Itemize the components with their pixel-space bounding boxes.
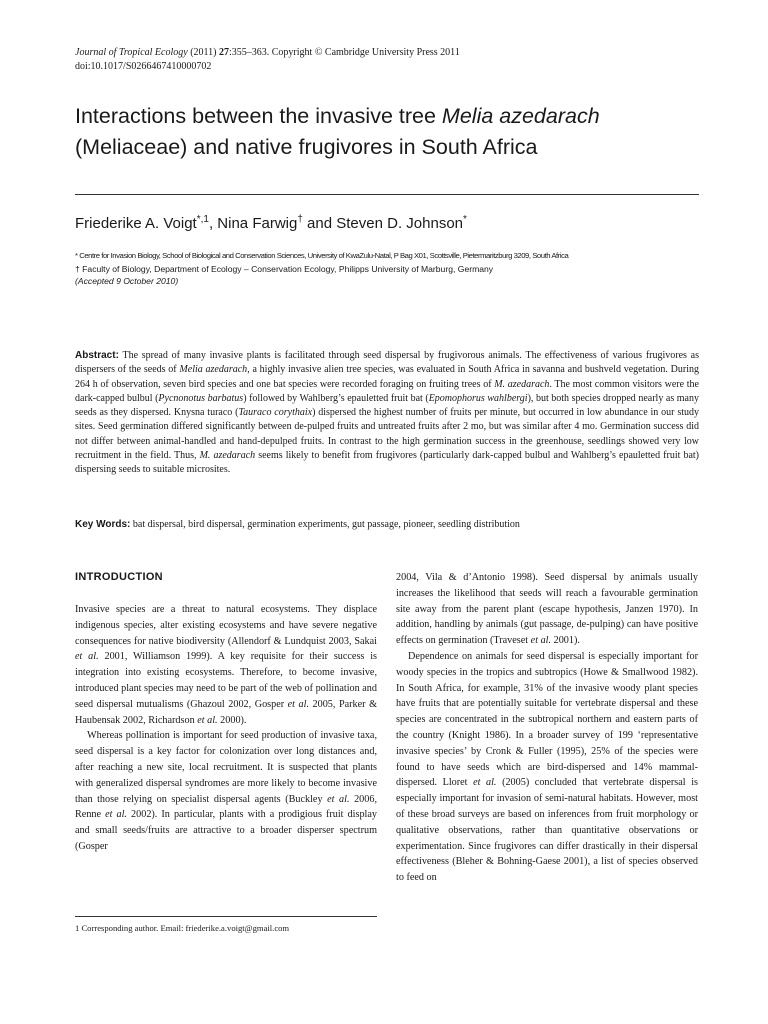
- abstract-species: M. azedarach: [494, 378, 550, 390]
- title-part1: Interactions between the invasive tree: [75, 104, 442, 128]
- abstract: [75, 349, 699, 478]
- abstract-text: The spread of many invasive plants is facilitated through seed dispersal by frugivorous animals. The effectiveness of various frugivores as dispersers of the seeds of: [75, 350, 699, 376]
- et-al: et al.: [327, 793, 350, 805]
- journal-year: (2011): [190, 47, 217, 58]
- accepted-date: (Accepted 9 October 2010): [75, 276, 179, 286]
- abstract-text: , a highly invasive alien tree species, was evaluated in South Africa in savanna and bushveld vegetation. During 264 h of observation, seven bird species and one bat species were recorded foraging on fruiting trees of: [75, 364, 699, 390]
- et-al: et al.: [287, 698, 309, 710]
- journal-header: [75, 46, 695, 74]
- author-3: and Steven D. Johnson: [302, 215, 463, 232]
- abstract-species: Epomophorus wahlbergi: [428, 392, 528, 404]
- title-line2: (Meliaceae) and native frugivores in South Africa: [75, 135, 538, 159]
- abstract-species: Pycnonotus barbatus: [158, 392, 244, 404]
- paragraph: [396, 649, 698, 886]
- author-1: Friederike A. Voigt: [75, 215, 197, 232]
- journal-name: Journal of Tropical Ecology: [75, 47, 188, 58]
- paragraph-text: (2005) concluded that vertebrate dispersal is especially important for invasion of semi-natural habitats. However, most of these broad surveys are based on inferences from fruit morphology or qualitative observations, rather than quantitative observations or experimentation. Since frugivores can differ drastically in their dispersal effectiveness (Bleher & Bohning-Gaese 2001), a list of species observed to feed on: [396, 777, 698, 884]
- paragraph: [75, 728, 377, 854]
- column-left: [75, 570, 377, 855]
- doi: doi:10.1017/S0266467410000702: [75, 61, 212, 72]
- affiliation-2: † Faculty of Biology, Department of Ecology – Conservation Ecology, Philipps University of Marburg, Germany: [75, 263, 494, 274]
- keywords-label: Key Words:: [75, 519, 131, 530]
- abstract-text: ) followed by Wahlberg’s epauletted fruit bat (: [243, 392, 429, 404]
- title-divider: [75, 194, 699, 195]
- paragraph-text: 2000).: [217, 714, 247, 726]
- paragraph-text: 2002). In particular, plants with a prodigious fruit display and small seeds/fruits are attractive to a broader disperser spectrum (Gosper: [75, 809, 378, 852]
- abstract-text: . The most common visitors were the dark-capped bulbul (: [75, 378, 699, 404]
- abstract-species: Melia azedarach: [179, 364, 248, 376]
- affiliations: [75, 250, 705, 288]
- paragraph-text: 2005, Parker & Haubensak 2002, Richardson: [75, 698, 377, 726]
- footnote-divider: [75, 916, 377, 917]
- author-1-mark: *,1: [196, 214, 209, 225]
- citation-line: [75, 46, 695, 60]
- author-list: [75, 209, 715, 235]
- et-al: et al.: [105, 809, 127, 821]
- et-al: et al.: [75, 651, 99, 663]
- paragraph-text: 2001, Williamson 1999). A key requisite for their success is integration into existing ecosystems. Therefore, to become invasive, introduced plant species may need to be part of the web of pollination and seed dispersal mutualisms (Ghazoul 2002, Gosper: [75, 651, 378, 710]
- author-2-mark: †: [297, 214, 303, 225]
- journal-pages: :355–363.: [228, 47, 270, 58]
- et-al: et al.: [197, 714, 218, 726]
- section-heading: INTRODUCTION: [75, 571, 163, 583]
- keywords: [75, 518, 699, 532]
- author-2: , Nina Farwig: [208, 215, 298, 232]
- paragraph: [75, 602, 377, 728]
- footnote: 1 Corresponding author. Email: friederike.a.voigt@gmail.com: [75, 923, 290, 933]
- paragraph-text: Whereas pollination is important for seed production of invasive taxa, seed dispersal is a key factor for colonization over long distances and, after reaching a new site, local recruitment. It is suspected that plants with generalized dispersal syndromes are more likely to become invasive than those relying on specialist dispersal agents (Buckley: [75, 730, 377, 805]
- keywords-text: bat dispersal, bird dispersal, germination experiments, gut passage, pioneer, seedling distribution: [130, 519, 520, 530]
- author-3-mark: *: [463, 214, 467, 225]
- abstract-text: ), but both species dropped nearly as many seeds as they dispersed. Knysna turaco (: [75, 392, 699, 419]
- paragraph-text: 2006, Renne: [75, 793, 377, 821]
- paper-title: [75, 101, 715, 163]
- affiliation-1: * Centre for Invasion Biology, School of Biological and Conservation Sciences, University of KwaZulu-Natal, P Bag X01, Scottsville, Pietermaritzburg 3209, South Africa: [75, 251, 569, 260]
- abstract-text: ) dispersed the highest number of fruits per minute, but occurred in low abundance in our study sites. Seed germination differed significantly between de-pulped fruits and untreated fruits after 2 mo, but was similar after 4 mo. Germination success did not differ between animal-handled and hand-depulped fruits. In contrast to the high germination success in the greenhouse, seedlings showed very low recruitment in the field. Thus,: [75, 407, 699, 462]
- abstract-label: Abstract:: [75, 350, 119, 361]
- title-species: Melia azedarach: [441, 104, 600, 128]
- paragraph-text: Invasive species are a threat to natural ecosystems. They displace indigenous species, alter existing ecosystems and have severe negative consequences for native biodiversity (Allendorf & Lundquist 2003, Sakai: [75, 604, 377, 647]
- abstract-species: Tauraco corythaix: [238, 407, 313, 419]
- copyright: Copyright © Cambridge University Press 2011: [271, 47, 460, 58]
- journal-volume: 27: [218, 47, 229, 58]
- paragraph-text: 2001).: [551, 635, 580, 647]
- paragraph-text: 2004, Vila & d’Antonio 1998). Seed dispersal by animals usually increases the likelihood that seeds will reach a favourable germination site away from the parent plant (escape hypothesis, Janzen 1970). In addition, handling by animals (gut passage, de-pulping) can have positive effects on germination (Traveset: [396, 572, 698, 647]
- et-al: et al.: [473, 777, 497, 789]
- abstract-species: M. azedarach: [199, 450, 256, 462]
- et-al: et al.: [530, 635, 552, 647]
- paragraph-text: Dependence on animals for seed dispersal is especially important for woody species in the tropics and subtropics (Howe & Smallwood 1982). In South Africa, for example, 31% of the invasive woody plant species have fruits that are potentially suitable for vertebrate dispersal and these species are concentrated in the subtropical northern and eastern parts of the country (Knight 1986). In a broader survey of 199 ‘representative invasive species’ by Cronk & Fuller (1995), 25% of the species were found to have seeds which are bird-dispersed and 14% mammal-dispersed. Lloret: [396, 650, 698, 789]
- paragraph: [396, 570, 698, 649]
- column-right: [396, 570, 698, 886]
- abstract-text: seems likely to benefit from frugivores (particularly dark-capped bulbul and Wahlberg’s epauletted fruit bat) dispersing seeds to suitable microsites.: [75, 450, 699, 476]
